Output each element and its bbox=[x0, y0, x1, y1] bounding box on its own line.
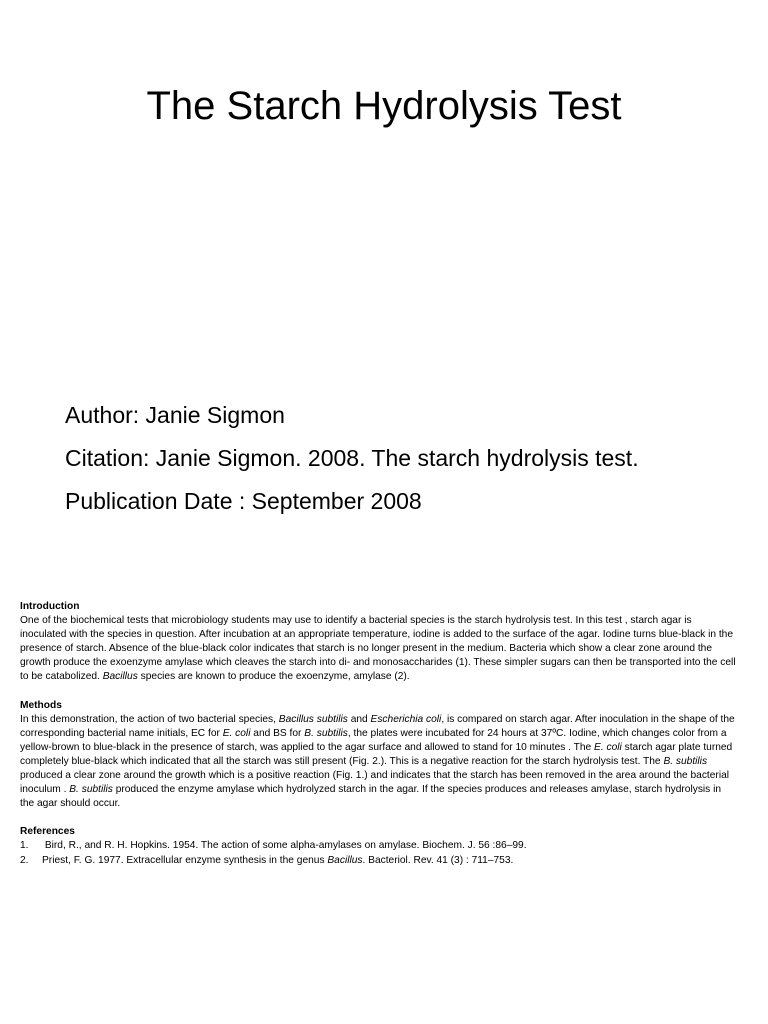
citation-line: Citation: Janie Sigmon. 2008. The starch hydrolysis test. bbox=[65, 445, 639, 471]
text-run: One of the biochemical tests that microbiology students may use to identify a bacterial species is the starch hydrolysis test. In this test , starch agar is inoculated with the species in question. After incubation at an appropriate temperature, iodine is added to the surface of the agar. Iodine turns blue-black in the presence of starch. Absence of the blue-black color indicates that starch is no longer present in the medium. Bacteria which show a clear zone around the growth produce the exoenzyme amylase which cleaves the starch into di- and monosaccharides (1). These simpler sugars can then be transported into the cell to be catabolized. bbox=[20, 615, 736, 683]
italic-text-run: Bacillus subtilis bbox=[278, 713, 348, 725]
author-line: Author: Janie Sigmon bbox=[65, 402, 285, 428]
italic-text-run: B. subtilis bbox=[69, 784, 113, 796]
reference-number: 2. bbox=[20, 854, 29, 866]
italic-text-run: Escherichia coli bbox=[370, 713, 442, 725]
introduction-heading: Introduction bbox=[20, 601, 80, 612]
reference-item bbox=[20, 839, 736, 853]
italic-text-run: Bacillus bbox=[327, 854, 363, 866]
references-list bbox=[20, 839, 736, 867]
references-section bbox=[20, 825, 736, 867]
reference-item bbox=[20, 854, 736, 868]
text-run: species are known to produce the exoenzyme, amylase (2). bbox=[137, 671, 410, 683]
text-run: In this demonstration, the action of two bacterial species, bbox=[20, 713, 279, 725]
document-body bbox=[20, 600, 736, 882]
references-heading: References bbox=[20, 826, 75, 838]
italic-text-run: E. coli bbox=[594, 741, 622, 753]
text-run: . Bacteriol. Rev. 41 (3) : 711–753. bbox=[362, 854, 514, 866]
document-metadata bbox=[65, 394, 755, 523]
text-run: Bird, R., and R. H. Hopkins. 1954. The action of some alpha-amylases on amylase. Biochem. J. 56 :86–99. bbox=[42, 840, 527, 852]
publication-date-line: Publication Date : September 2008 bbox=[65, 488, 422, 514]
text-run: and bbox=[347, 713, 371, 725]
italic-text-run: E. coli bbox=[222, 727, 251, 739]
text-run: , is compared on starch agar. After inoculation in the shape of the corresponding bacterial name initials, EC for bbox=[20, 713, 735, 739]
methods-heading: Methods bbox=[20, 699, 62, 711]
text-run: , the plates were incubated for 24 hours at 37ºC. Iodine, which changes color from a yellow-brown to blue-black in the presence of starch, was applied to the agar surface and allowed to stand for 10 minutes . The bbox=[20, 727, 727, 753]
introduction-section bbox=[20, 600, 736, 685]
text-run: and BS for bbox=[250, 727, 305, 739]
italic-text-run: B. subtilis bbox=[663, 755, 708, 767]
reference-text bbox=[42, 840, 527, 851]
document-title: The Starch Hydrolysis Test bbox=[146, 84, 622, 128]
italic-text-run: Bacillus bbox=[102, 671, 138, 683]
italic-text-run: B. subtilis bbox=[304, 727, 348, 739]
text-run: produced the enzyme amylase which hydrolyzed starch in the agar. If the species produces and releases amylase, starch hydrolysis in the agar should occur. bbox=[20, 784, 722, 810]
reference-number: 1. bbox=[20, 840, 29, 852]
reference-text bbox=[42, 855, 513, 866]
methods-section bbox=[20, 699, 736, 812]
text-run: produced a clear zone around the growth which is a positive reaction (Fig. 1.) and indicates that the starch has been removed in the area around the bacterial inoculum . bbox=[20, 770, 730, 796]
introduction-paragraph bbox=[20, 614, 736, 684]
text-run: Priest, F. G. 1977. Extracellular enzyme synthesis in the genus bbox=[42, 854, 328, 866]
text-run: starch agar plate turned completely blue-black which indicated that all the starch was still present (Fig. 2.). This is a negative reaction for the starch hydrolysis test. The bbox=[20, 741, 733, 767]
methods-paragraph bbox=[20, 713, 736, 812]
